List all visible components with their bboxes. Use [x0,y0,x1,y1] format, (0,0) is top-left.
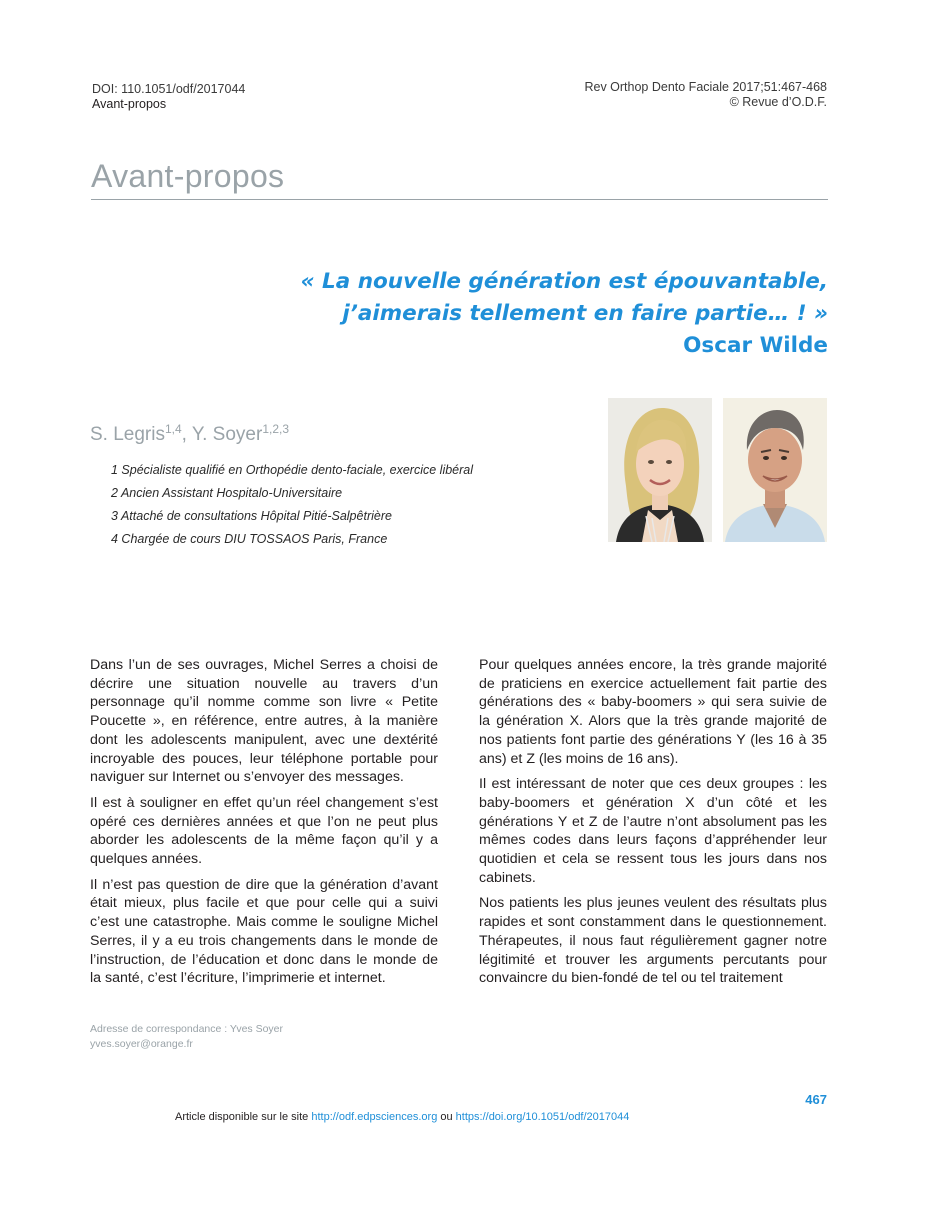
availability-footer [175,1111,629,1123]
affiliations [111,459,473,551]
author-1-affil: 1,4 [164,422,182,436]
paragraph: Il n’est pas question de dire que la génération d’avant était mieux, plus facile et que pour celle qui a suivi c’est une catastrophe. Mais comme le souligne Michel Serres, il y a eu trois changements dans le monde de l’instruction, de l’éducation et donc dans le monde de la santé, c’est l’écriture, l’imprimerie et internet. [90,876,438,987]
author-separator: , [181,424,192,445]
author-photo-legris [608,398,712,542]
title-divider [91,199,828,200]
doi-link[interactable]: https://doi.org/10.1051/odf/2017044 [455,1111,630,1123]
header-right [584,80,827,110]
journal-site-link[interactable]: http://odf.edpsciences.org [311,1111,438,1123]
author-2: Y. Soyer [191,424,263,445]
journal-citation: Rev Orthop Dento Faciale 2017;51:467-468 [584,80,827,94]
quote-line-1: « La nouvelle génération est épouvantable, [300,269,828,294]
quote-line-2: j’aimerais tellement en faire partie… ! » [342,301,828,326]
section-name: Avant-propos [92,97,167,111]
footer-mid: ou [437,1111,456,1123]
paragraph: Nos patients les plus jeunes veulent des résultats plus rapides et sont constamment dans le questionnement. Thérapeutes, il nous faut régulièrement gagner notre légitimité et trouver les arguments percutants pour convaincre du bien-fondé de tel ou tel traitement [479,895,827,987]
footer-prefix: Article disponible sur le site [175,1111,312,1123]
paragraph: Il est intéressant de noter que ces deux groupes : les baby-boomers et génération X d’un côté et les générations Y et Z de l’autre n’ont absolument pas les mêmes codes dans leurs façons d’appréhender leur quotidien et cela se ressent tous les jours dans nos cabinets. [479,776,827,886]
correspondence-label: Adresse de correspondance : Yves Soyer [90,1023,284,1035]
author-2-affil: 1,2,3 [262,422,290,436]
affiliation-4: 4 Chargée de cours DIU TOSSAOS Paris, France [111,532,388,546]
epigraph [268,266,828,362]
affiliation-3: 3 Attaché de consultations Hôpital Pitié-Salpêtrière [111,509,392,523]
doi: DOI: 110.1051/odf/2017044 [92,82,246,96]
author-list [90,422,289,446]
correspondence-email[interactable]: yves.soyer@orange.fr [90,1038,193,1050]
page-number: 467 [805,1092,827,1107]
header-left [92,82,245,112]
author-1: S. Legris [90,424,165,445]
copyright: © Revue d’O.D.F. [729,95,827,109]
body-column-left [90,656,438,995]
body-column-right [479,656,827,995]
paragraph: Dans l’un de ses ouvrages, Michel Serres a choisi de décrire une situation nouvelle au travers d’un personnage qu’il nomme comme son livre « Petite Poucette », en référence, entre autres, à la manière dont les adolescents manipulent, avec une dextérité incroyable des pouces, leur téléphone portable pour naviguer sur Internet ou s’envoyer des messages. [90,657,438,786]
affiliation-2: 2 Ancien Assistant Hospitalo-Universitaire [111,486,343,500]
correspondence [90,1022,283,1052]
page-title: Avant-propos [91,158,285,194]
affiliation-1: 1 Spécialiste qualifié en Orthopédie dento-faciale, exercice libéral [111,463,474,477]
author-photo-soyer [723,398,827,542]
quote-author: Oscar Wilde [683,333,828,358]
paragraph: Pour quelques années encore, la très grande majorité de praticiens en exercice actuellement fait partie des générations des « baby-boomers » qui sera suivie de la génération X. Alors que la très grande majorité de nos patients font partie des générations Y (les 16 à 35 ans) et Z (les moins de 16 ans). [479,657,827,767]
paragraph: Il est à souligner en effet qu’un réel changement s’est opéré ces dernières années et que l’on ne peut plus aborder les adolescents de la même façon qu’il y a quelques années. [90,794,438,868]
